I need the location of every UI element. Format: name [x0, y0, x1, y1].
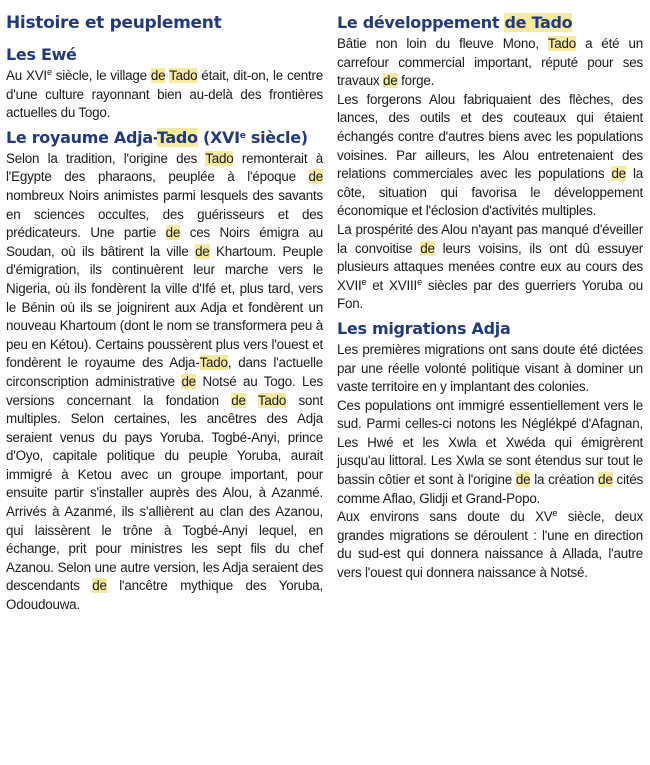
- text-run: forge.: [397, 73, 435, 89]
- text-run: et XVIII: [366, 277, 418, 293]
- highlight-de: de: [420, 240, 435, 256]
- highlight-tado: Tado: [199, 355, 228, 371]
- highlight-de: de: [308, 169, 323, 185]
- text-run: leurs voisins, ils ont dû essuyer plusieurs attaques menées contre eux au cours des XVII: [337, 240, 643, 293]
- text-run: ces Noirs émigra au Soudan, où ils bâtirent la ville: [6, 225, 323, 259]
- developpement-paragraph-2: [337, 91, 643, 221]
- superscript: e: [239, 130, 246, 141]
- text-run: siècle, le village: [51, 68, 151, 83]
- royaume-paragraph: [6, 150, 323, 615]
- left-column: [6, 12, 323, 615]
- subsection-title-royaume: [6, 127, 323, 148]
- highlight-de-tado: de Tado: [504, 13, 573, 32]
- text-run: l'ancêtre mythique des Yoruba, Odoudouwa.: [6, 578, 323, 613]
- highlight-de: de: [165, 225, 181, 241]
- text-run: Bâtie non loin du fleuve Mono,: [337, 36, 548, 51]
- text-run: la création: [530, 472, 599, 488]
- text-run: nombreux Noirs animistes parmi lesquels des savants en sciences occultes, des guérisseurs et des prédicateurs. Une partie: [6, 187, 323, 241]
- ewe-paragraph: [6, 67, 323, 123]
- text-run: remonterait à l'Egypte des pharaons, peuplée à l'époque: [6, 150, 323, 185]
- title-run: (XVI: [197, 127, 240, 147]
- article-columns: [6, 12, 644, 615]
- title-run: Le développement: [337, 13, 505, 32]
- highlight-de: de: [92, 578, 107, 594]
- highlight-de: de: [195, 243, 210, 259]
- section-title: Histoire et peuplement: [6, 13, 222, 33]
- text-run: Khartoum. Peuple d'émigration, ils continuèrent leur marche vers le Nigeria, où ils fondèrent la ville d'Ifé et, plus tard, vers le Bénin où ils se joignirent aux Adja et fondèrent un nouveau Khartoum (dont le nom se transformera peu à peu en Kétou). Certains poussèrent plus vers l'ouest et fondèrent le royaume des Adja-: [6, 243, 323, 371]
- text-run: la côte, situation qui favorisa le développement économique et l'éclosion d'activités multiples.: [337, 166, 643, 219]
- text-run: siècles par des guerriers Yoruba ou Fon.: [337, 277, 643, 312]
- text-run: a été un carrefour commercial important, réputé pour ses travaux: [337, 36, 643, 89]
- migrations-paragraph-1: Les premières migrations ont sans doute été dictées par une réelle volonté politique visant à dominer un vaste territoire en y implantant des colonies.: [337, 341, 643, 395]
- developpement-paragraph-1: [337, 35, 643, 91]
- highlight-tado: Tado: [169, 68, 198, 83]
- title-run: siècle): [245, 127, 308, 147]
- subsection-title-developpement: [337, 12, 643, 33]
- text-run: Ces populations ont immigré essentiellement vers le sud. Parmi celles-ci notons les Néglékpé d'Afagnan, Les Hwé et les Xwla et Xwéda qui émigrèrent jusqu'au littoral. Les Xwla se sont étendus sur tout le bassin côtier et sont à l'origine: [337, 397, 643, 488]
- highlight-de: de: [611, 166, 626, 182]
- text-run: La prospérité des Alou n'ayant pas manqué d'éveiller la convoitise: [337, 221, 643, 256]
- developpement-paragraph-3: [337, 221, 643, 314]
- highlight-de: de: [598, 472, 613, 488]
- text-run: Les forgerons Alou fabriquaient des flèches, des lances, des outils et des couteaux qui étaient échangés contre d'autres biens avec les populations voisines. Par ailleurs, les Alou entretenaient des relations commerciales avec les populations: [337, 91, 643, 182]
- highlight-de: de: [383, 73, 398, 89]
- text-run: Selon la tradition, l'origine des: [6, 150, 206, 166]
- superscript: e: [361, 276, 367, 287]
- highlight-tado: Tado: [156, 127, 198, 147]
- text-run: Aux environs sans doute du XV: [337, 509, 553, 525]
- text-run: était, dit-on, le centre d'une culture rayonnant bien au-delà des frontières actuelles du Togo.: [6, 68, 323, 121]
- highlight-de: de: [181, 373, 196, 389]
- text-run: sont multiples. Selon certaines, les ancêtres des Adja seraient venus du pays Yoruba. Togbé-Anyi, prince d'Oyo, capitale politique du peuple Yoruba, aurait immigré à Ketou avec un groupe important, pour ensuite partir s'installer auprès des Alou, à Azanmé. Arrivés à Azanmé, ils s'allièrent au clan des Azanou, qui laissèrent le trône à Togbé-Anyi lequel, en échange, prit pour ministres les sept fils du chef Azanou. Selon une autre version, les Adja seraient des descendants: [6, 392, 324, 594]
- text-run: siècle, deux grandes migrations se déroulent : l'une en direction du sud-est qui donnera naissance à Allada, l'autre vers l'ouest qui donnera naissance à Notsé.: [337, 509, 643, 581]
- superscript: e: [417, 276, 422, 287]
- highlight-tado: Tado: [257, 392, 287, 408]
- migrations-paragraph-2: [337, 397, 643, 509]
- text-run: Au XVI: [6, 68, 47, 83]
- text-run: Notsé au Togo. Les versions concernant la fondation: [6, 373, 323, 408]
- migrations-paragraph-3: [337, 508, 643, 582]
- text-run: , dans l'actuelle circonscription administrative: [6, 355, 323, 389]
- highlight-tado: Tado: [205, 150, 234, 166]
- superscript: e: [46, 67, 52, 77]
- text-run: cités comme Aflao, Glidji et Grand-Popo.: [337, 472, 643, 506]
- subsection-title-migrations: Les migrations Adja: [337, 318, 511, 338]
- highlight-tado: Tado: [547, 36, 577, 51]
- highlight-de: de: [515, 472, 531, 488]
- title-run: Le royaume Adja-: [6, 127, 157, 147]
- subsection-title-ewe: Les Ewé: [6, 45, 77, 64]
- right-column: [337, 12, 643, 615]
- highlight-de: de: [150, 68, 166, 83]
- highlight-de: de: [231, 392, 246, 408]
- superscript: e: [552, 508, 558, 519]
